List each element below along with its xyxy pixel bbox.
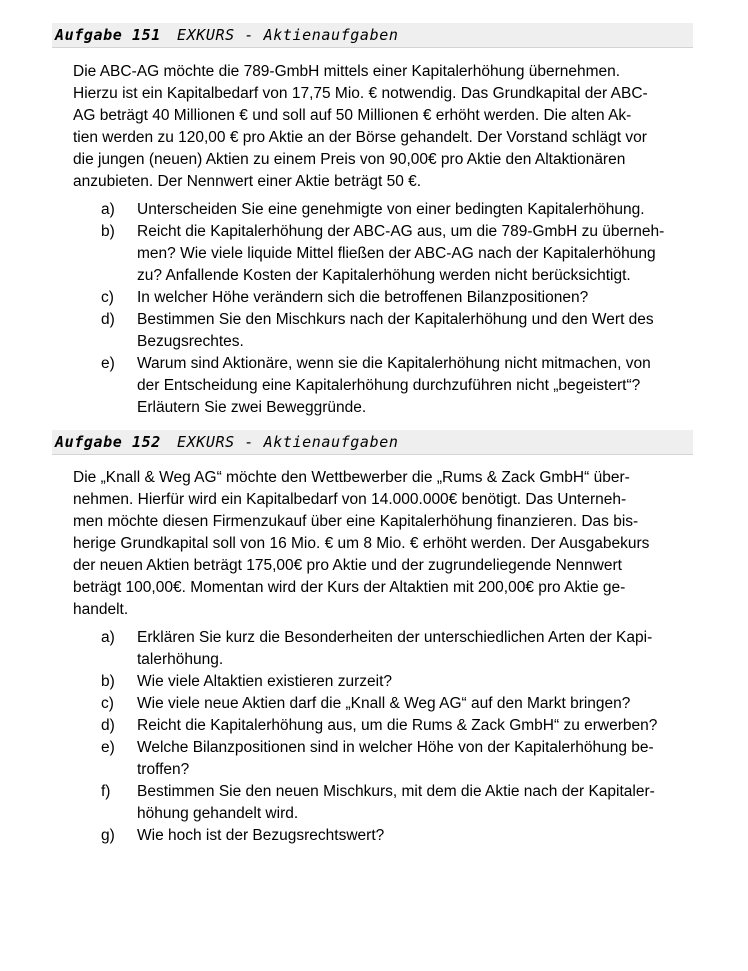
task-header-152 — [52, 430, 693, 455]
intro-line: Die ABC-AG möchte die 789-GmbH mittels einer Kapitalerhöhung übernehmen. — [73, 63, 621, 80]
task-number: Aufgabe 152 — [55, 433, 161, 451]
question-item — [0, 825, 748, 847]
question-item — [0, 737, 748, 781]
intro-line: AG beträgt 40 Millionen € und soll auf 50 Millionen € erhöht werden. Die alten Ak- — [73, 107, 632, 124]
question-line: troffen? — [137, 761, 190, 778]
question-line: Wie viele Altaktien existieren zurzeit? — [137, 673, 393, 690]
question-line: Welche Bilanzpositionen sind in welcher Höhe von der Kapitalerhöhung be- — [137, 739, 654, 756]
question-item — [0, 627, 748, 671]
question-label: b) — [101, 223, 115, 240]
question-line: Warum sind Aktionäre, wenn sie die Kapitalerhöhung nicht mitmachen, von — [137, 355, 651, 372]
intro-line: anzubieten. Der Nennwert einer Aktie beträgt 50 €. — [73, 173, 422, 190]
question-text — [137, 353, 693, 419]
question-item — [0, 221, 748, 287]
question-label: a) — [101, 629, 115, 646]
question-line: Bestimmen Sie den Mischkurs nach der Kapitalerhöhung und den Wert des — [137, 311, 654, 328]
question-label: c) — [101, 289, 114, 306]
question-item — [0, 715, 748, 737]
question-line: Bezugsrechtes. — [137, 333, 244, 350]
question-text — [137, 671, 693, 693]
question-line: In welcher Höhe verändern sich die betroffenen Bilanzpositionen? — [137, 289, 589, 306]
question-item — [0, 781, 748, 825]
intro-line: tien werden zu 120,00 € pro Aktie an der Börse gehandelt. Der Vorstand schlägt vor — [73, 129, 647, 146]
question-line: Wie viele neue Aktien darf die „Knall & Weg AG“ auf den Markt bringen? — [137, 695, 631, 712]
question-item — [0, 353, 748, 419]
question-text — [137, 309, 693, 353]
question-line: Erklären Sie kurz die Besonderheiten der unterschiedlichen Arten der Kapi- — [137, 629, 653, 646]
intro-line: der neuen Aktien beträgt 175,00€ pro Aktie und der zugrundeliegende Nennwert — [73, 557, 622, 574]
question-text — [137, 627, 693, 671]
question-label: e) — [101, 739, 115, 756]
question-text — [137, 693, 693, 715]
question-text — [137, 825, 693, 847]
intro-line: Hierzu ist ein Kapitalbedarf von 17,75 Mio. € notwendig. Das Grundkapital der ABC- — [73, 85, 648, 102]
question-line: Unterscheiden Sie eine genehmigte von einer bedingten Kapitalerhöhung. — [137, 201, 645, 218]
intro-line: herige Grundkapital soll von 16 Mio. € um 8 Mio. € erhöht werden. Der Ausgabekurs — [73, 535, 650, 552]
question-line: Reicht die Kapitalerhöhung der ABC-AG aus, um die 789-GmbH zu überneh- — [137, 223, 665, 240]
question-line: Reicht die Kapitalerhöhung aus, um die Rums & Zack GmbH“ zu erwerben? — [137, 717, 658, 734]
question-label: f) — [101, 783, 111, 800]
task-title: EXKURS - Aktienaufgaben — [176, 26, 399, 44]
question-item — [0, 287, 748, 309]
question-list-151 — [0, 199, 748, 419]
intro-line: nehmen. Hierfür wird ein Kapitalbedarf von 14.000.000€ benötigt. Das Unterneh- — [73, 491, 627, 508]
question-item — [0, 671, 748, 693]
question-label: g) — [101, 827, 115, 844]
question-label: c) — [101, 695, 114, 712]
intro-line: die jungen (neuen) Aktien zu einem Preis von 90,00€ pro Aktie den Altaktionären — [73, 151, 626, 168]
question-label: a) — [101, 201, 115, 218]
question-item — [0, 309, 748, 353]
question-line: höhung gehandelt wird. — [137, 805, 299, 822]
intro-line: handelt. — [73, 601, 129, 618]
question-text — [137, 221, 693, 287]
task-title: EXKURS - Aktienaufgaben — [176, 433, 399, 451]
task-number: Aufgabe 151 — [55, 26, 161, 44]
intro-line: beträgt 100,00€. Momentan wird der Kurs der Altaktien mit 200,00€ pro Aktie ge- — [73, 579, 626, 596]
question-item — [0, 199, 748, 221]
question-line: talerhöhung. — [137, 651, 224, 668]
question-line: der Entscheidung eine Kapitalerhöhung durchzuführen nicht „begeistert“? — [137, 377, 641, 394]
question-item — [0, 693, 748, 715]
question-text — [137, 781, 693, 825]
question-line: men? Wie viele liquide Mittel fließen der ABC-AG nach der Kapitalerhöhung — [137, 245, 656, 262]
question-text — [137, 287, 693, 309]
intro-line: Die „Knall & Weg AG“ möchte den Wettbewerber die „Rums & Zack GmbH“ über- — [73, 469, 630, 486]
question-label: b) — [101, 673, 115, 690]
question-label: d) — [101, 311, 115, 328]
question-text — [137, 199, 693, 221]
question-label: e) — [101, 355, 115, 372]
question-list-152 — [0, 627, 748, 847]
question-text — [137, 737, 693, 781]
question-text — [137, 715, 693, 737]
task-intro-152 — [73, 467, 693, 621]
question-line: zu? Anfallende Kosten der Kapitalerhöhung werden nicht berücksichtigt. — [137, 267, 631, 284]
intro-line: men möchte diesen Firmenzukauf über eine Kapitalerhöhung finanzieren. Das bis- — [73, 513, 639, 530]
question-label: d) — [101, 717, 115, 734]
task-intro-151 — [73, 61, 693, 193]
question-line: Bestimmen Sie den neuen Mischkurs, mit dem die Aktie nach der Kapitaler- — [137, 783, 655, 800]
question-line: Erläutern Sie zwei Beweggründe. — [137, 399, 367, 416]
question-line: Wie hoch ist der Bezugsrechtswert? — [137, 827, 385, 844]
task-header-151 — [52, 23, 693, 48]
